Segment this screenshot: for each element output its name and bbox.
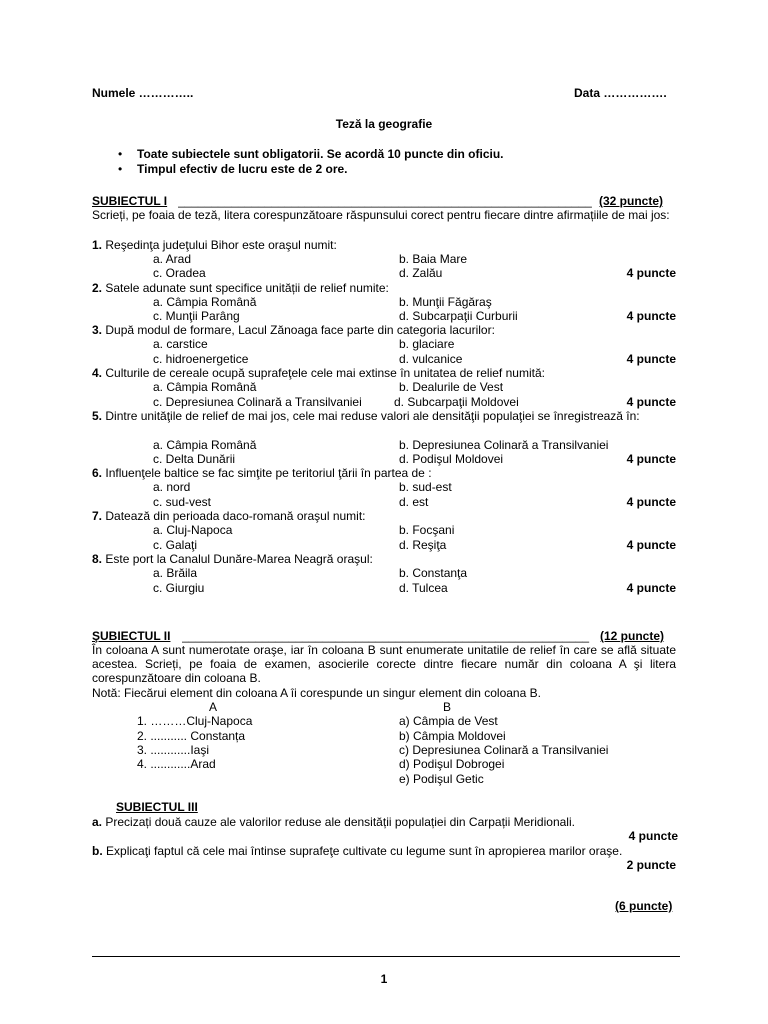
question-label: a. [92, 815, 103, 829]
question-points: 4 puncte [626, 538, 676, 552]
question-number: 4. [92, 366, 103, 380]
option-d: d. Subcarpaţii Curburii [399, 309, 518, 323]
question-points: 4 puncte [626, 495, 676, 509]
question-points: 4 puncte [626, 266, 676, 280]
column-a-header: A [209, 700, 218, 714]
question-3 [92, 323, 495, 337]
question-1 [92, 238, 337, 252]
question-7 [92, 509, 366, 523]
question-2 [92, 281, 389, 295]
question-text: Culturile de cereale ocupă suprafeţele cele mai extinse în unitatea de relief numită: [105, 366, 545, 380]
question-number: 5. [92, 409, 103, 423]
option-c: c. Delta Dunării [153, 452, 236, 466]
page-number: 1 [380, 972, 388, 986]
s2-note: Notă: Fiecărui element din coloana A îi corespunde un singur element din coloana B. [92, 686, 541, 700]
s1-intro: Scrieți, pe foaia de teză, litera corespunzătoare răspunsului corect pentru fiecare dintre afirmațiile de mai jos: [92, 208, 670, 222]
option-d: d. Reşiţa [399, 538, 447, 552]
option-d: d. vulcanice [399, 352, 463, 366]
s3-total-points: (6 puncte) [615, 899, 673, 913]
s2-points: (12 puncte) [600, 629, 665, 643]
column-b-item: b) Câmpia Moldovei [399, 729, 506, 743]
option-b: b. Constanţa [399, 566, 468, 580]
column-a-item: 1. ………Cluj-Napoca [137, 714, 253, 728]
question-points: 4 puncte [626, 352, 676, 366]
question-6 [92, 466, 432, 480]
column-b-item: a) Câmpia de Vest [399, 714, 498, 728]
question-text: Explicaţi faptul că cele mai întinse suprafeţe cultivate cu legume sunt în apropierea marilor oraşe. [106, 844, 623, 858]
footer-rule [92, 956, 680, 957]
option-b: b. sud-est [399, 480, 452, 494]
option-c: c. Depresiunea Colinară a Transilvaniei [153, 395, 362, 409]
question-points: 4 puncte [626, 309, 676, 323]
question-text: Datează din perioada daco-romană oraşul numit: [105, 509, 366, 523]
date-label: Data ……………. [574, 86, 667, 100]
option-c: c. hidroenergetice [153, 352, 249, 366]
page-title: Teză la geografie [335, 117, 433, 131]
option-b: b. Dealurile de Vest [399, 380, 504, 394]
option-a: a. Brăila [153, 566, 198, 580]
column-b-header: B [443, 700, 452, 714]
question-number: 3. [92, 323, 103, 337]
option-a: a. Cluj-Napoca [153, 523, 233, 537]
s1-underline: ______________________________________________________________ [178, 194, 592, 208]
bullet-icon: • [118, 162, 123, 176]
option-a: a. Câmpia Română [153, 380, 257, 394]
question-text: Reşedinţa judeţului Bihor este oraşul numit: [105, 238, 337, 252]
question-label: b. [92, 844, 103, 858]
option-b: b. Depresiunea Colinară a Transilvaniei [399, 438, 609, 452]
question-text: Precizați două cauze ale valorilor reduse ale densității populației din Carpații Meridionali. [105, 815, 575, 829]
s3-title: SUBIECTUL III [116, 800, 198, 814]
question-number: 1. [92, 238, 103, 252]
option-a: a. Arad [153, 252, 192, 266]
option-c: c. Oradea [153, 266, 206, 280]
option-a: a. Câmpia Română [153, 295, 257, 309]
option-d: d. Subcarpaţii Moldovei [394, 395, 519, 409]
question-8 [92, 552, 373, 566]
option-b: b. Munţii Făgăraş [399, 295, 492, 309]
question-points: 4 puncte [626, 452, 676, 466]
bullet-icon: • [118, 147, 123, 161]
column-b-item: c) Depresiunea Colinară a Transilvaniei [399, 743, 609, 757]
option-b: b. Baia Mare [399, 252, 468, 266]
option-b: b. Focşani [399, 523, 455, 537]
option-b: b. glaciare [399, 337, 455, 351]
question-5 [92, 409, 676, 423]
question-points: 4 puncte [626, 581, 676, 595]
s2-underline: _____________________________________________________________ [182, 629, 590, 643]
option-d: d. Tulcea [399, 581, 448, 595]
s2-intro: În coloana A sunt numerotate oraşe, iar în coloana B sunt enumerate unitatile de relief în care se află situate acestea. Scrieți, pe foaia de examen, asocierile corecte dintre fiecare număr din coloana A şi litera corespunzătoare din coloana B. [92, 643, 676, 685]
question-text: Influenţele baltice se fac simţite pe teritoriul ţării în partea de : [105, 466, 432, 480]
question-number: 7. [92, 509, 103, 523]
question-points: 4 puncte [628, 829, 678, 843]
option-a: a. nord [153, 480, 191, 494]
name-label: Numele ………….. [92, 86, 194, 100]
option-c: c. Munţii Parâng [153, 309, 240, 323]
question-number: 2. [92, 281, 103, 295]
option-c: c. Galaţi [153, 538, 198, 552]
s1-title: SUBIECTUL I [92, 194, 168, 208]
s2-title: ŞUBIECTUL II [92, 629, 171, 643]
question-text: Este port la Canalul Dunăre-Marea Neagră oraşul: [105, 552, 373, 566]
question-number: 6. [92, 466, 103, 480]
option-a: a. Câmpia Română [153, 438, 257, 452]
column-a-item: 2. ........... Constanța [137, 729, 246, 743]
option-d: d. Zalău [399, 266, 443, 280]
column-a-item: 4. ............Arad [137, 757, 216, 771]
s1-points: (32 puncte) [599, 194, 664, 208]
instruction-2: Timpul efectiv de lucru este de 2 ore. [137, 162, 348, 176]
option-c: c. Giurgiu [153, 581, 205, 595]
option-a: a. carstice [153, 337, 208, 351]
question-text: Satele adunate sunt specifice unității de relief numite: [105, 281, 389, 295]
s3-question-b [92, 844, 622, 858]
question-4 [92, 366, 545, 380]
s3-question-a [92, 815, 575, 829]
column-b-item: d) Podişul Dobrogei [399, 757, 505, 771]
option-d: d. est [399, 495, 429, 509]
question-points: 4 puncte [626, 395, 676, 409]
question-text: După modul de formare, Lacul Zănoaga face parte din categoria lacurilor: [105, 323, 495, 337]
question-text: Dintre unităţile de relief de mai jos, cele mai reduse valori ale densităţii populaţiei se înregistrează în: [105, 409, 640, 423]
column-a-item: 3. ............Iaşi [137, 743, 210, 757]
question-number: 8. [92, 552, 103, 566]
option-c: c. sud-vest [153, 495, 212, 509]
option-d: d. Podişul Moldovei [399, 452, 504, 466]
question-points: 2 puncte [626, 858, 676, 872]
instruction-1: Toate subiectele sunt obligatorii. Se acordă 10 puncte din oficiu. [137, 147, 504, 161]
column-b-item: e) Podişul Getic [399, 772, 484, 786]
